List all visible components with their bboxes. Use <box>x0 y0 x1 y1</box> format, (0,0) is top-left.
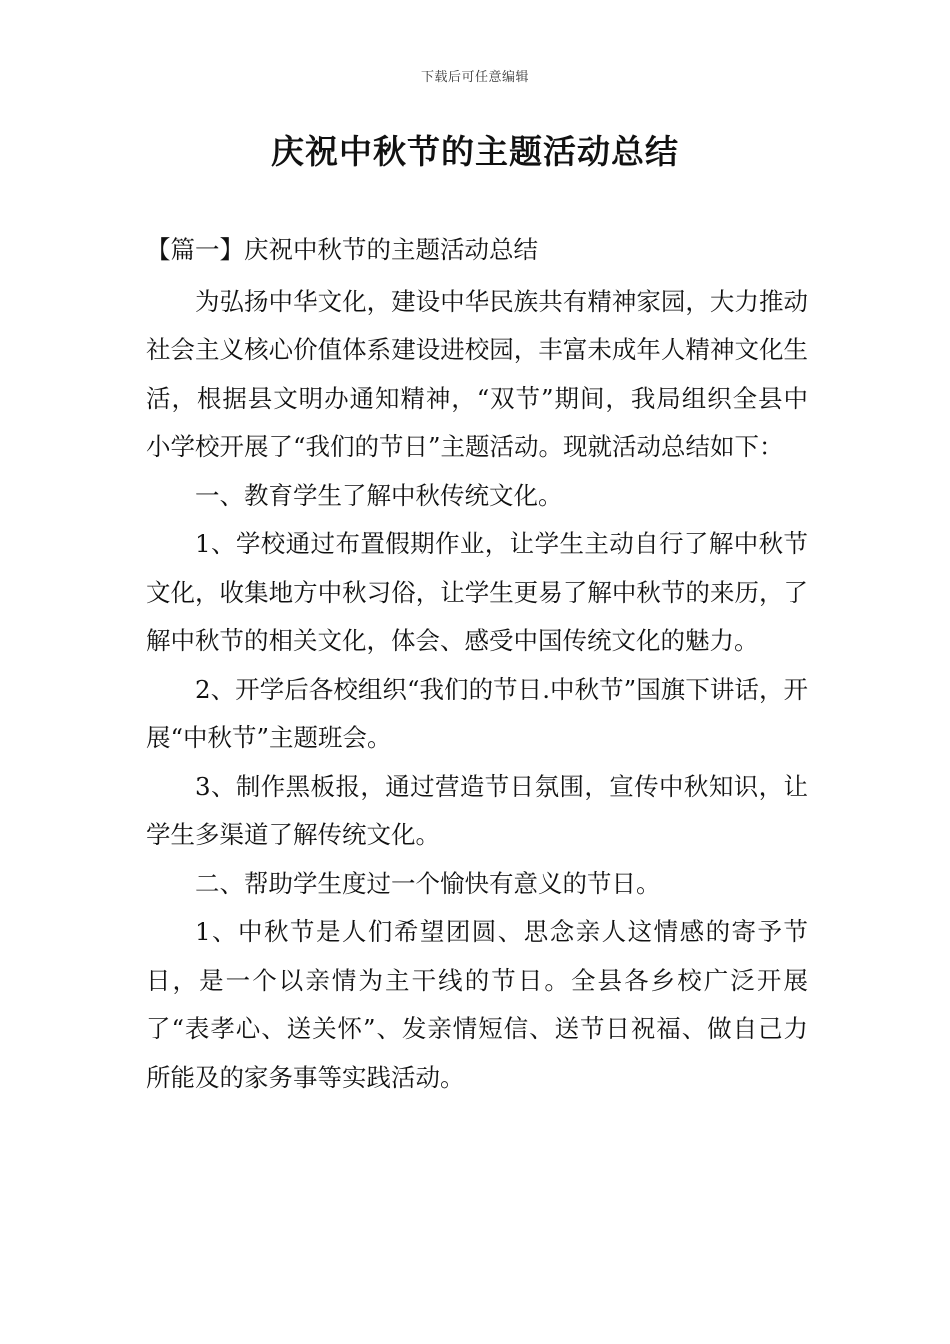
paragraph-heading-2: 二、帮助学生度过一个愉快有意义的节日。 <box>195 868 661 898</box>
document-title: 庆祝中秋节的主题活动总结 <box>271 132 679 171</box>
paragraph-1-1: 1、学校通过布置假期作业，让学生主动自行了解中秋节文化，收集地方中秋习俗，让学生更易了解中秋节的来历，了解中秋节的相关文化，体会、感受中国传统文化的魅力。 <box>146 529 808 655</box>
paragraph-1-2: 2、开学后各校组织“我们的节日.中秋节”国旗下讲话，开展“中秋节”主题班会。 <box>146 674 808 752</box>
paragraph-intro: 为弘扬中华文化，建设中华民族共有精神家园，大力推动社会主义核心价值体系建设进校园，丰富未成年人精神文化生活，根据县文明办通知精神，“双节”期间，我局组织全县中小学校开展了“我们的节日”主题活动。现就活动总结如下： <box>146 286 808 461</box>
header-note: 下载后可任意编辑 <box>420 70 529 85</box>
document-body <box>146 226 808 1102</box>
paragraph-heading-1: 一、教育学生了解中秋传统文化。 <box>195 480 563 510</box>
paragraph-2-1: 1、中秋节是人们希望团圆、思念亲人这情感的寄予节日，是一个以亲情为主干线的节日。全县各乡校广泛开展了“表孝心、送关怀”、发亲情短信、送节日祝福、做自己力所能及的家务事等实践活动。 <box>146 917 808 1092</box>
paragraph-1-3: 3、制作黑板报，通过营造节日氛围，宣传中秋知识，让学生多渠道了解传统文化。 <box>146 771 808 849</box>
section-heading: 【篇一】庆祝中秋节的主题活动总结 <box>146 235 538 264</box>
